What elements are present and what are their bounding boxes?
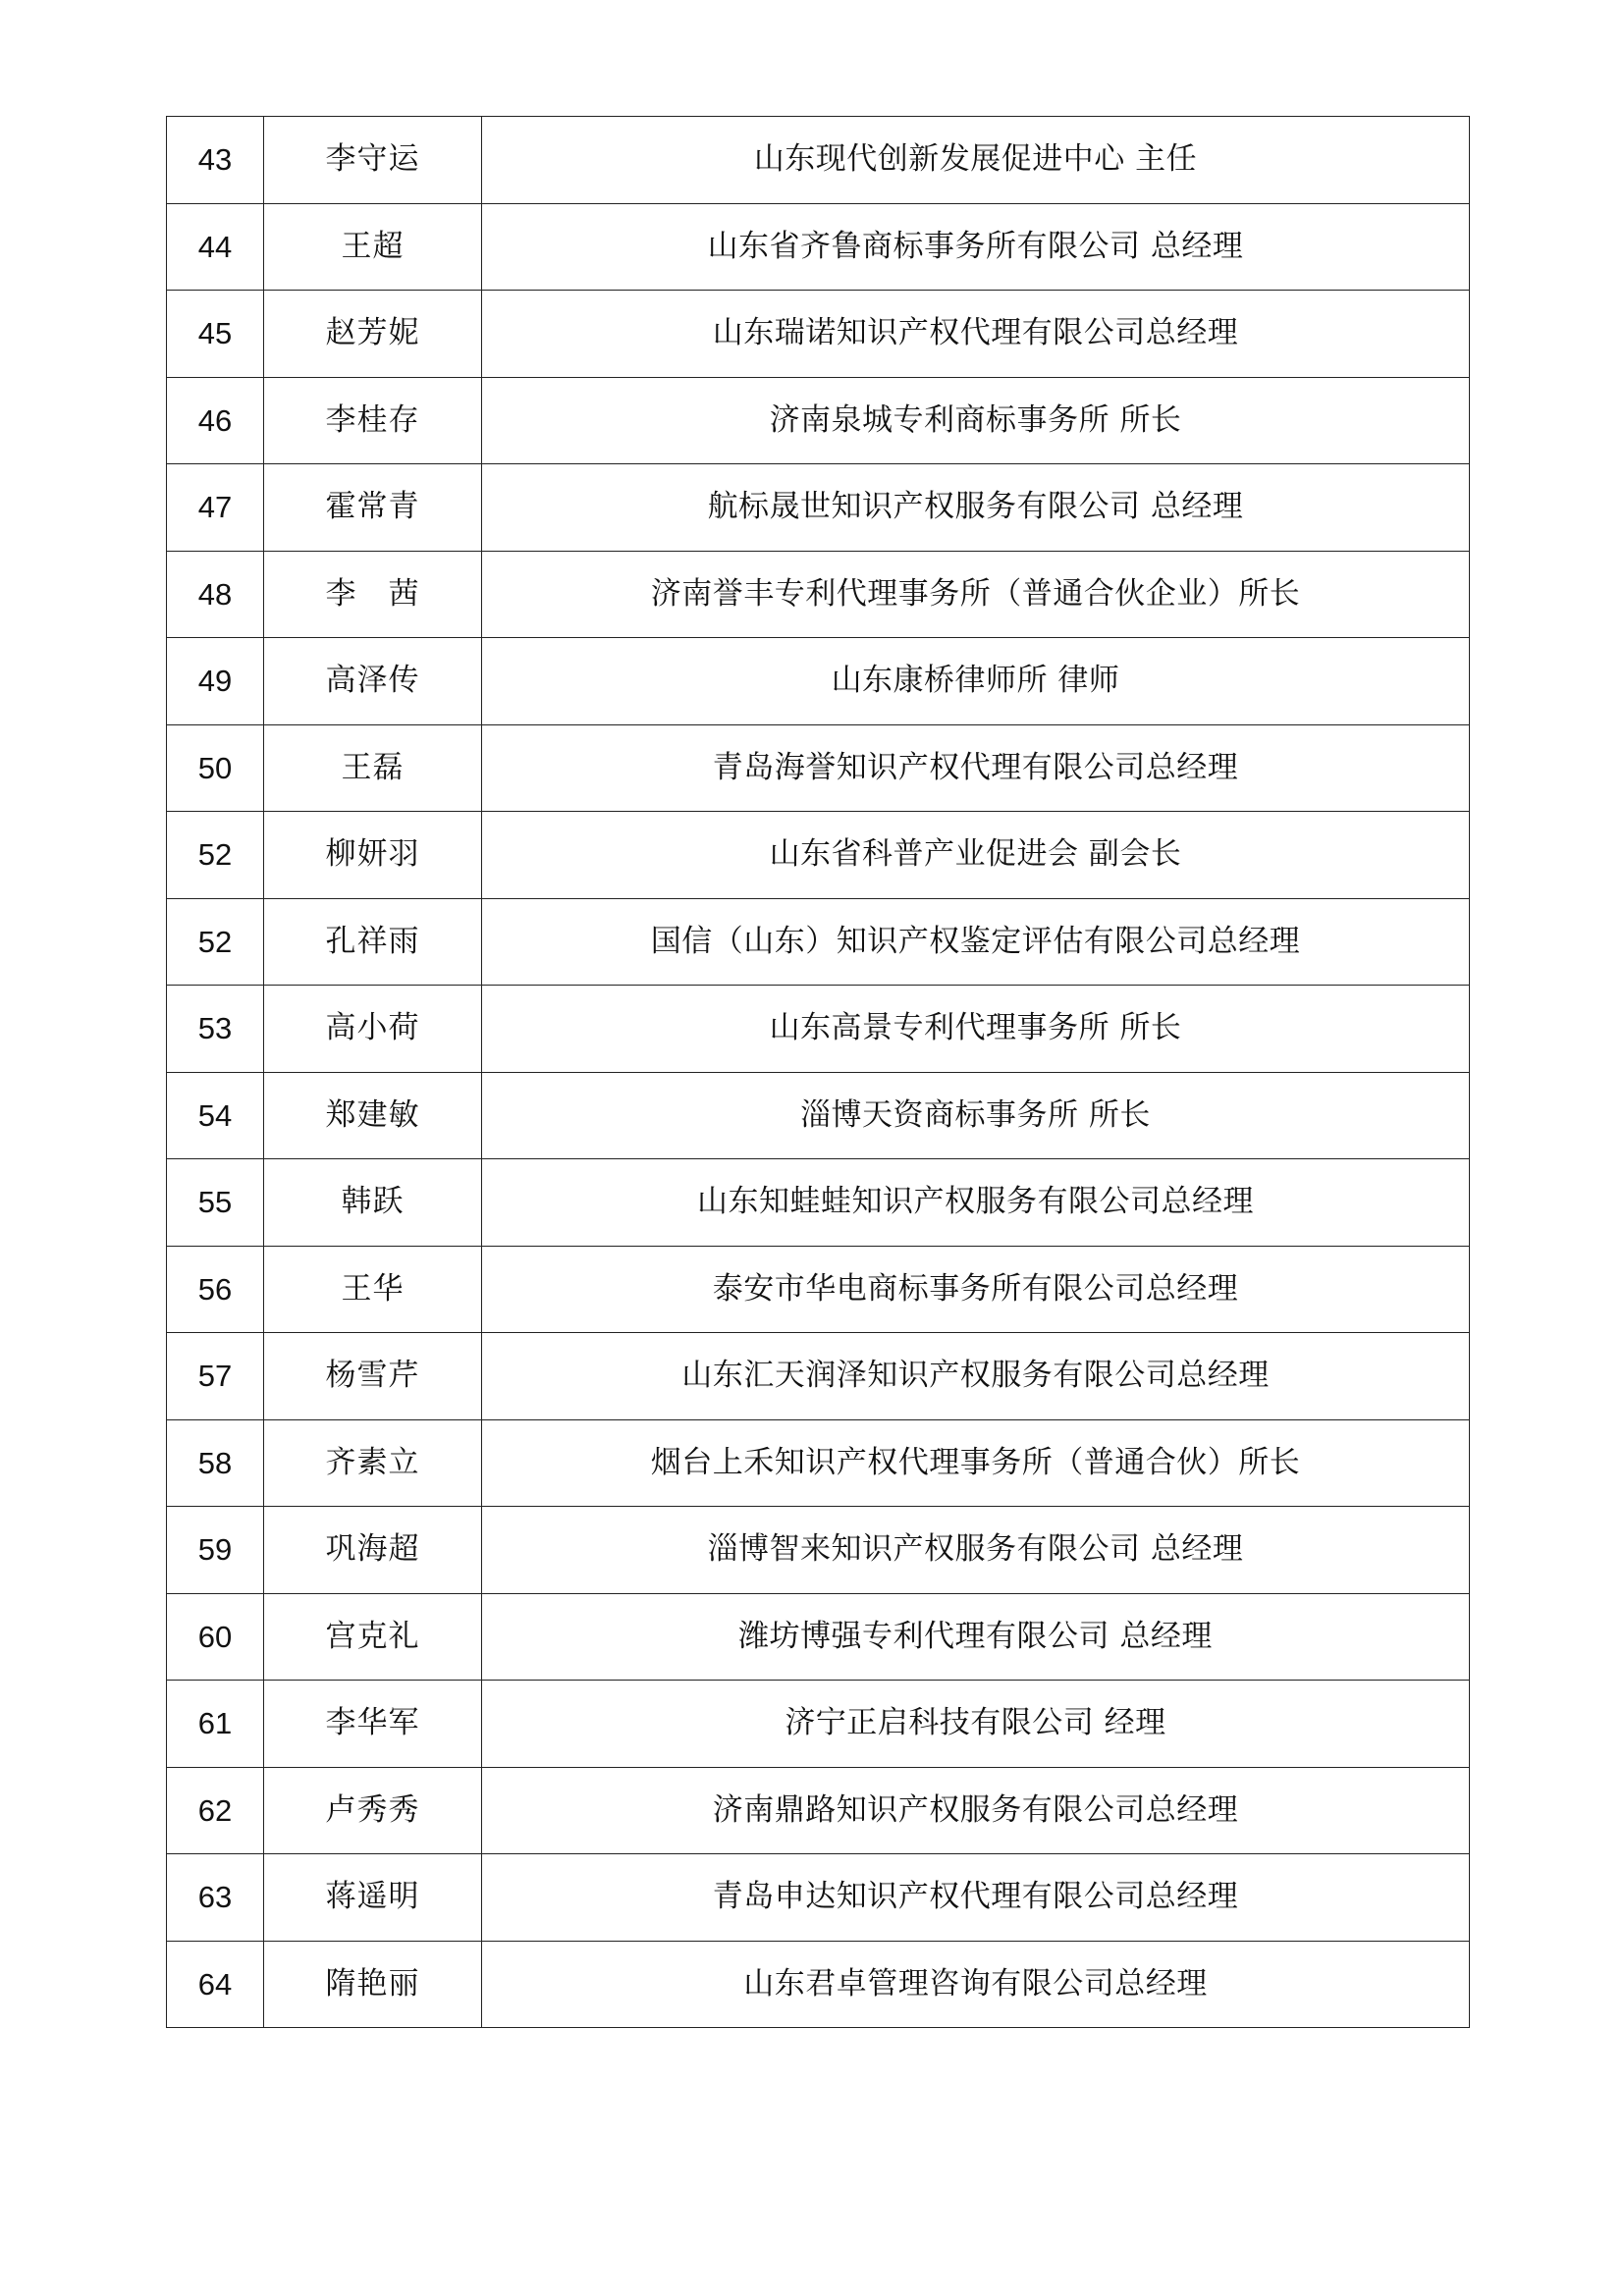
- organization-title-cell: 潍坊博强专利代理有限公司 总经理: [482, 1593, 1470, 1681]
- row-number-cell: 52: [167, 812, 264, 899]
- person-name-cell: 宫克礼: [264, 1593, 482, 1681]
- table-row: [167, 291, 1470, 378]
- row-number-cell: 46: [167, 377, 264, 464]
- table-row: [167, 638, 1470, 725]
- table-row: [167, 1159, 1470, 1247]
- row-number-cell: 58: [167, 1419, 264, 1507]
- person-name-cell: 王超: [264, 203, 482, 291]
- row-number-cell: 48: [167, 551, 264, 638]
- person-name-cell: 李桂存: [264, 377, 482, 464]
- person-name-cell: 隋艳丽: [264, 1941, 482, 2028]
- person-name-cell: 柳妍羽: [264, 812, 482, 899]
- person-name-cell: 杨雪芹: [264, 1333, 482, 1420]
- organization-title-cell: 济宁正启科技有限公司 经理: [482, 1681, 1470, 1768]
- table-row: [167, 464, 1470, 552]
- person-name-cell: 蒋遥明: [264, 1854, 482, 1942]
- row-number-cell: 57: [167, 1333, 264, 1420]
- table-row: [167, 1593, 1470, 1681]
- person-name-cell: 李华军: [264, 1681, 482, 1768]
- table-row: [167, 1854, 1470, 1942]
- row-number-cell: 45: [167, 291, 264, 378]
- table-row: [167, 1072, 1470, 1159]
- table-row: [167, 551, 1470, 638]
- member-table: [166, 116, 1470, 2028]
- person-name-cell: 齐素立: [264, 1419, 482, 1507]
- row-number-cell: 50: [167, 724, 264, 812]
- organization-title-cell: 山东瑞诺知识产权代理有限公司总经理: [482, 291, 1470, 378]
- organization-title-cell: 泰安市华电商标事务所有限公司总经理: [482, 1246, 1470, 1333]
- row-number-cell: 59: [167, 1507, 264, 1594]
- person-name-cell: 赵芳妮: [264, 291, 482, 378]
- person-name-cell: 王磊: [264, 724, 482, 812]
- organization-title-cell: 青岛海誉知识产权代理有限公司总经理: [482, 724, 1470, 812]
- organization-title-cell: 山东现代创新发展促进中心 主任: [482, 117, 1470, 204]
- person-name-cell: 韩跃: [264, 1159, 482, 1247]
- table-row: [167, 1333, 1470, 1420]
- person-name-cell: 卢秀秀: [264, 1767, 482, 1854]
- person-name-cell: 王华: [264, 1246, 482, 1333]
- organization-title-cell: 山东省齐鲁商标事务所有限公司 总经理: [482, 203, 1470, 291]
- table-row: [167, 812, 1470, 899]
- table-row: [167, 1941, 1470, 2028]
- organization-title-cell: 山东省科普产业促进会 副会长: [482, 812, 1470, 899]
- organization-title-cell: 烟台上禾知识产权代理事务所（普通合伙）所长: [482, 1419, 1470, 1507]
- row-number-cell: 52: [167, 898, 264, 986]
- row-number-cell: 61: [167, 1681, 264, 1768]
- table-row: [167, 1419, 1470, 1507]
- table-row: [167, 377, 1470, 464]
- organization-title-cell: 山东汇天润泽知识产权服务有限公司总经理: [482, 1333, 1470, 1420]
- table-row: [167, 203, 1470, 291]
- table-row: [167, 1767, 1470, 1854]
- person-name-cell: 李 茜: [264, 551, 482, 638]
- table-row: [167, 1507, 1470, 1594]
- person-name-cell: 霍常青: [264, 464, 482, 552]
- row-number-cell: 47: [167, 464, 264, 552]
- row-number-cell: 63: [167, 1854, 264, 1942]
- table-row: [167, 117, 1470, 204]
- row-number-cell: 56: [167, 1246, 264, 1333]
- organization-title-cell: 济南鼎路知识产权服务有限公司总经理: [482, 1767, 1470, 1854]
- table-row: [167, 898, 1470, 986]
- organization-title-cell: 山东康桥律师所 律师: [482, 638, 1470, 725]
- organization-title-cell: 山东君卓管理咨询有限公司总经理: [482, 1941, 1470, 2028]
- row-number-cell: 62: [167, 1767, 264, 1854]
- person-name-cell: 高泽传: [264, 638, 482, 725]
- row-number-cell: 55: [167, 1159, 264, 1247]
- table-row: [167, 986, 1470, 1073]
- table-row: [167, 1246, 1470, 1333]
- organization-title-cell: 济南誉丰专利代理事务所（普通合伙企业）所长: [482, 551, 1470, 638]
- row-number-cell: 60: [167, 1593, 264, 1681]
- organization-title-cell: 济南泉城专利商标事务所 所长: [482, 377, 1470, 464]
- person-name-cell: 孔祥雨: [264, 898, 482, 986]
- organization-title-cell: 淄博智来知识产权服务有限公司 总经理: [482, 1507, 1470, 1594]
- organization-title-cell: 山东知蛙蛙知识产权服务有限公司总经理: [482, 1159, 1470, 1247]
- row-number-cell: 54: [167, 1072, 264, 1159]
- person-name-cell: 郑建敏: [264, 1072, 482, 1159]
- organization-title-cell: 青岛申达知识产权代理有限公司总经理: [482, 1854, 1470, 1942]
- person-name-cell: 高小荷: [264, 986, 482, 1073]
- row-number-cell: 49: [167, 638, 264, 725]
- organization-title-cell: 山东高景专利代理事务所 所长: [482, 986, 1470, 1073]
- row-number-cell: 64: [167, 1941, 264, 2028]
- person-name-cell: 李守运: [264, 117, 482, 204]
- person-name-cell: 巩海超: [264, 1507, 482, 1594]
- member-table-body: [167, 117, 1470, 2028]
- table-row: [167, 724, 1470, 812]
- table-row: [167, 1681, 1470, 1768]
- organization-title-cell: 国信（山东）知识产权鉴定评估有限公司总经理: [482, 898, 1470, 986]
- row-number-cell: 53: [167, 986, 264, 1073]
- organization-title-cell: 航标晟世知识产权服务有限公司 总经理: [482, 464, 1470, 552]
- organization-title-cell: 淄博天资商标事务所 所长: [482, 1072, 1470, 1159]
- row-number-cell: 43: [167, 117, 264, 204]
- row-number-cell: 44: [167, 203, 264, 291]
